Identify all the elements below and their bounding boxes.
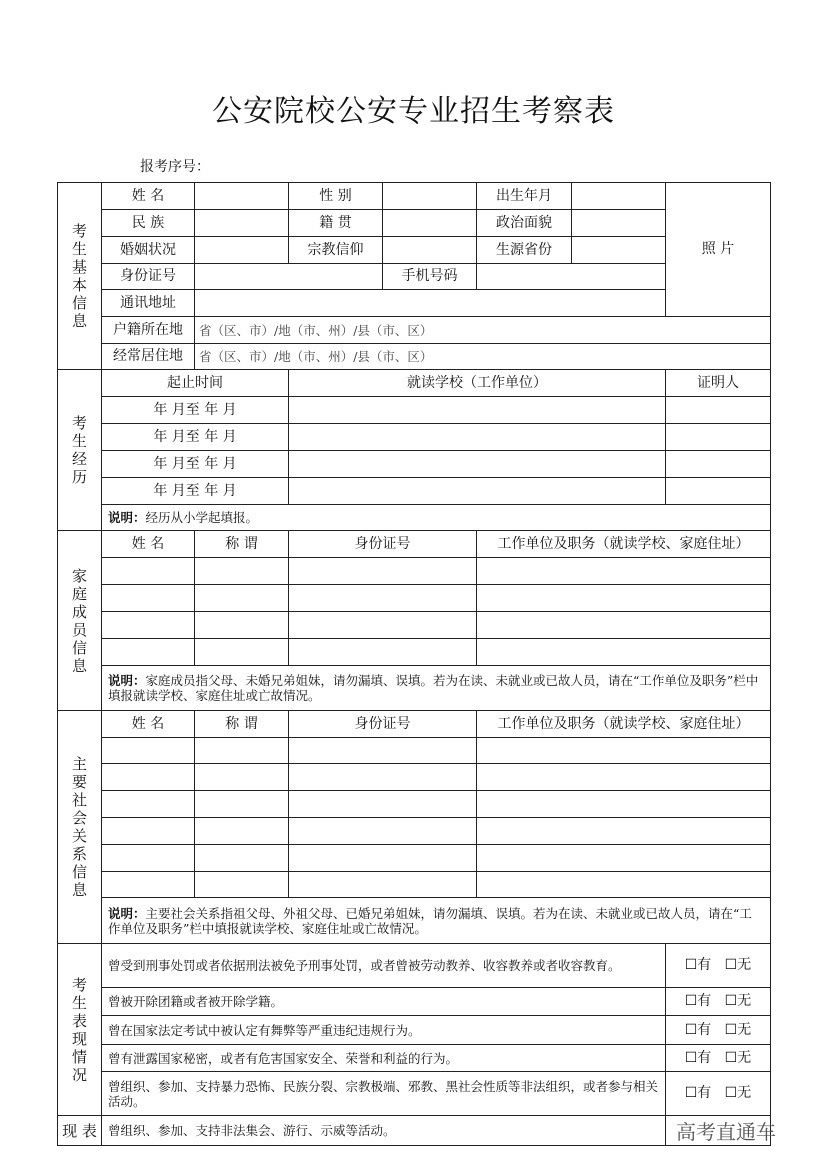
social-name-cell[interactable]: [102, 738, 195, 764]
family-name-cell[interactable]: [102, 558, 195, 585]
yes-checkbox[interactable]: ☐有: [684, 1049, 712, 1066]
social-name-cell[interactable]: [102, 791, 195, 818]
header-social-relation: 称 谓: [195, 711, 289, 738]
social-work-cell[interactable]: [477, 845, 771, 872]
header-family-name: 姓 名: [102, 531, 195, 558]
social-note: 说明：主要社会关系指祖父母、外祖父母、已婚兄弟姐妹，请勿漏填、误填。若为在读、未就业或已故人员，请在“工作单位及职务”栏中填报就读学校、家庭住址或亡故情况。: [102, 898, 771, 944]
field-name[interactable]: [195, 183, 289, 210]
conduct-answer[interactable]: [666, 1045, 771, 1072]
experience-period[interactable]: 年 月至 年 月: [102, 451, 289, 478]
field-political-status[interactable]: [572, 210, 666, 237]
family-id-cell[interactable]: [289, 639, 477, 666]
yes-checkbox[interactable]: ☐有: [684, 993, 712, 1010]
experience-school[interactable]: [289, 424, 666, 451]
yes-checkbox[interactable]: ☐有: [684, 957, 712, 974]
family-work-cell[interactable]: [477, 558, 771, 585]
no-checkbox[interactable]: ☐无: [724, 1021, 752, 1038]
experience-note: 说明：经历从小学起填报。: [102, 505, 771, 531]
family-name-cell[interactable]: [102, 612, 195, 639]
label-birth: 出生年月: [477, 183, 572, 210]
field-gender[interactable]: [383, 183, 477, 210]
label-phone: 手机号码: [383, 264, 477, 290]
social-name-cell[interactable]: [102, 845, 195, 872]
conduct-question: 曾组织、参加、支持暴力恐怖、民族分裂、宗教极端、邪教、黑社会性质等非法组织，或者参与相关活动。: [102, 1072, 666, 1116]
header-witness: 证明人: [666, 370, 771, 397]
field-ethnicity[interactable]: [195, 210, 289, 237]
conduct-answer[interactable]: [666, 1016, 771, 1045]
conduct-answer[interactable]: [666, 944, 771, 988]
no-checkbox[interactable]: ☐无: [724, 1085, 752, 1102]
section-conduct: 考生表现情况: [58, 944, 102, 1116]
family-name-cell[interactable]: [102, 639, 195, 666]
field-marital[interactable]: [195, 237, 289, 264]
social-work-cell[interactable]: [477, 791, 771, 818]
social-id-cell[interactable]: [289, 764, 477, 791]
social-relation-cell[interactable]: [195, 845, 289, 872]
conduct-question: 曾受到刑事处罚或者依据刑法被免予刑事处罚，或者曾被劳动教养、收容教养或者收容教育。: [102, 944, 666, 988]
social-relation-cell[interactable]: [195, 738, 289, 764]
social-id-cell[interactable]: [289, 818, 477, 845]
conduct-question: 曾组织、参加、支持非法集会、游行、示威等活动。: [102, 1116, 666, 1146]
section-basic-info: 考生基本信息: [58, 183, 102, 370]
social-relation-cell[interactable]: [195, 818, 289, 845]
header-period: 起止时间: [102, 370, 289, 397]
experience-school[interactable]: [289, 397, 666, 424]
page-title: 公安院校公安专业招生考察表: [212, 94, 615, 129]
social-work-cell[interactable]: [477, 738, 771, 764]
field-religion[interactable]: [383, 237, 477, 264]
social-relation-cell[interactable]: [195, 872, 289, 898]
social-relation-cell[interactable]: [195, 791, 289, 818]
field-household[interactable]: 省（区、市）/地（市、州）/县（市、区）: [195, 317, 771, 344]
social-work-cell[interactable]: [477, 872, 771, 898]
section-conduct-continued: 现 表: [58, 1116, 102, 1146]
no-checkbox[interactable]: ☐无: [724, 1049, 752, 1066]
label-religion: 宗教信仰: [289, 237, 383, 264]
family-work-cell[interactable]: [477, 585, 771, 612]
conduct-answer[interactable]: [666, 1072, 771, 1116]
family-relation-cell[interactable]: [195, 639, 289, 666]
label-ethnicity: 民 族: [102, 210, 195, 237]
header-family-work: 工作单位及职务（就读学校、家庭住址）: [477, 531, 771, 558]
photo-box[interactable]: 照 片: [666, 183, 771, 317]
label-id-number: 身份证号: [102, 264, 195, 290]
conduct-question: 曾有泄露国家秘密，或者有危害国家安全、荣誉和利益的行为。: [102, 1045, 666, 1072]
label-marital: 婚姻状况: [102, 237, 195, 264]
label-origin-province: 生源省份: [477, 237, 572, 264]
social-relation-cell[interactable]: [195, 764, 289, 791]
field-native-place[interactable]: [383, 210, 477, 237]
social-work-cell[interactable]: [477, 818, 771, 845]
header-family-relation: 称 谓: [195, 531, 289, 558]
label-native-place: 籍 贯: [289, 210, 383, 237]
label-address: 通讯地址: [102, 290, 195, 317]
experience-period[interactable]: 年 月至 年 月: [102, 424, 289, 451]
label-residence: 经常居住地: [102, 344, 195, 370]
label-gender: 性 别: [289, 183, 383, 210]
experience-witness[interactable]: [666, 424, 771, 451]
experience-witness[interactable]: [666, 451, 771, 478]
family-id-cell[interactable]: [289, 585, 477, 612]
family-name-cell[interactable]: [102, 585, 195, 612]
header-family-id: 身份证号: [289, 531, 477, 558]
watermark-logo: 高考直通车: [676, 1120, 776, 1144]
experience-witness[interactable]: [666, 478, 771, 505]
social-id-cell[interactable]: [289, 872, 477, 898]
label-household: 户籍所在地: [102, 317, 195, 344]
experience-period[interactable]: 年 月至 年 月: [102, 478, 289, 505]
family-relation-cell[interactable]: [195, 558, 289, 585]
family-note: 说明：家庭成员指父母、未婚兄弟姐妹，请勿漏填、误填。若为在读、未就业或已故人员，请在“工作单位及职务”栏中填报就读学校、家庭住址或亡故情况。: [102, 666, 771, 711]
social-name-cell[interactable]: [102, 818, 195, 845]
experience-period[interactable]: 年 月至 年 月: [102, 397, 289, 424]
conduct-answer[interactable]: [666, 988, 771, 1016]
social-id-cell[interactable]: [289, 791, 477, 818]
conduct-question: 曾在国家法定考试中被认定有舞弊等严重违纪违规行为。: [102, 1016, 666, 1045]
header-social-name: 姓 名: [102, 711, 195, 738]
field-residence[interactable]: 省（区、市）/地（市、州）/县（市、区）: [195, 344, 771, 370]
conduct-question: 曾被开除团籍或者被开除学籍。: [102, 988, 666, 1016]
experience-school[interactable]: [289, 451, 666, 478]
family-relation-cell[interactable]: [195, 585, 289, 612]
header-social-work: 工作单位及职务（就读学校、家庭住址）: [477, 711, 771, 738]
field-address[interactable]: [195, 290, 666, 317]
social-work-cell[interactable]: [477, 764, 771, 791]
field-id-number[interactable]: [195, 264, 383, 290]
social-name-cell[interactable]: [102, 872, 195, 898]
family-relation-cell[interactable]: [195, 612, 289, 639]
family-work-cell[interactable]: [477, 639, 771, 666]
section-experience: 考生经历: [58, 370, 102, 531]
family-id-cell[interactable]: [289, 558, 477, 585]
no-checkbox[interactable]: ☐无: [724, 993, 752, 1010]
yes-checkbox[interactable]: ☐有: [684, 1021, 712, 1038]
experience-witness[interactable]: [666, 397, 771, 424]
yes-checkbox[interactable]: ☐有: [684, 1085, 712, 1102]
field-birth[interactable]: [572, 183, 666, 210]
header-school: 就读学校（工作单位）: [289, 370, 666, 397]
application-form-table: [57, 182, 771, 1146]
label-political-status: 政治面貌: [477, 210, 572, 237]
field-origin-province[interactable]: [572, 237, 666, 264]
section-family: 家庭成员信息: [58, 531, 102, 711]
social-name-cell[interactable]: [102, 764, 195, 791]
experience-school[interactable]: [289, 478, 666, 505]
field-phone[interactable]: [477, 264, 666, 290]
no-checkbox[interactable]: ☐无: [724, 957, 752, 974]
section-social-relations: 主要社会关系信息: [58, 711, 102, 944]
social-id-cell[interactable]: [289, 738, 477, 764]
header-social-id: 身份证号: [289, 711, 477, 738]
family-work-cell[interactable]: [477, 612, 771, 639]
social-id-cell[interactable]: [289, 845, 477, 872]
serial-number-label: 报考序号：: [140, 159, 210, 175]
family-id-cell[interactable]: [289, 612, 477, 639]
label-name: 姓 名: [102, 183, 195, 210]
